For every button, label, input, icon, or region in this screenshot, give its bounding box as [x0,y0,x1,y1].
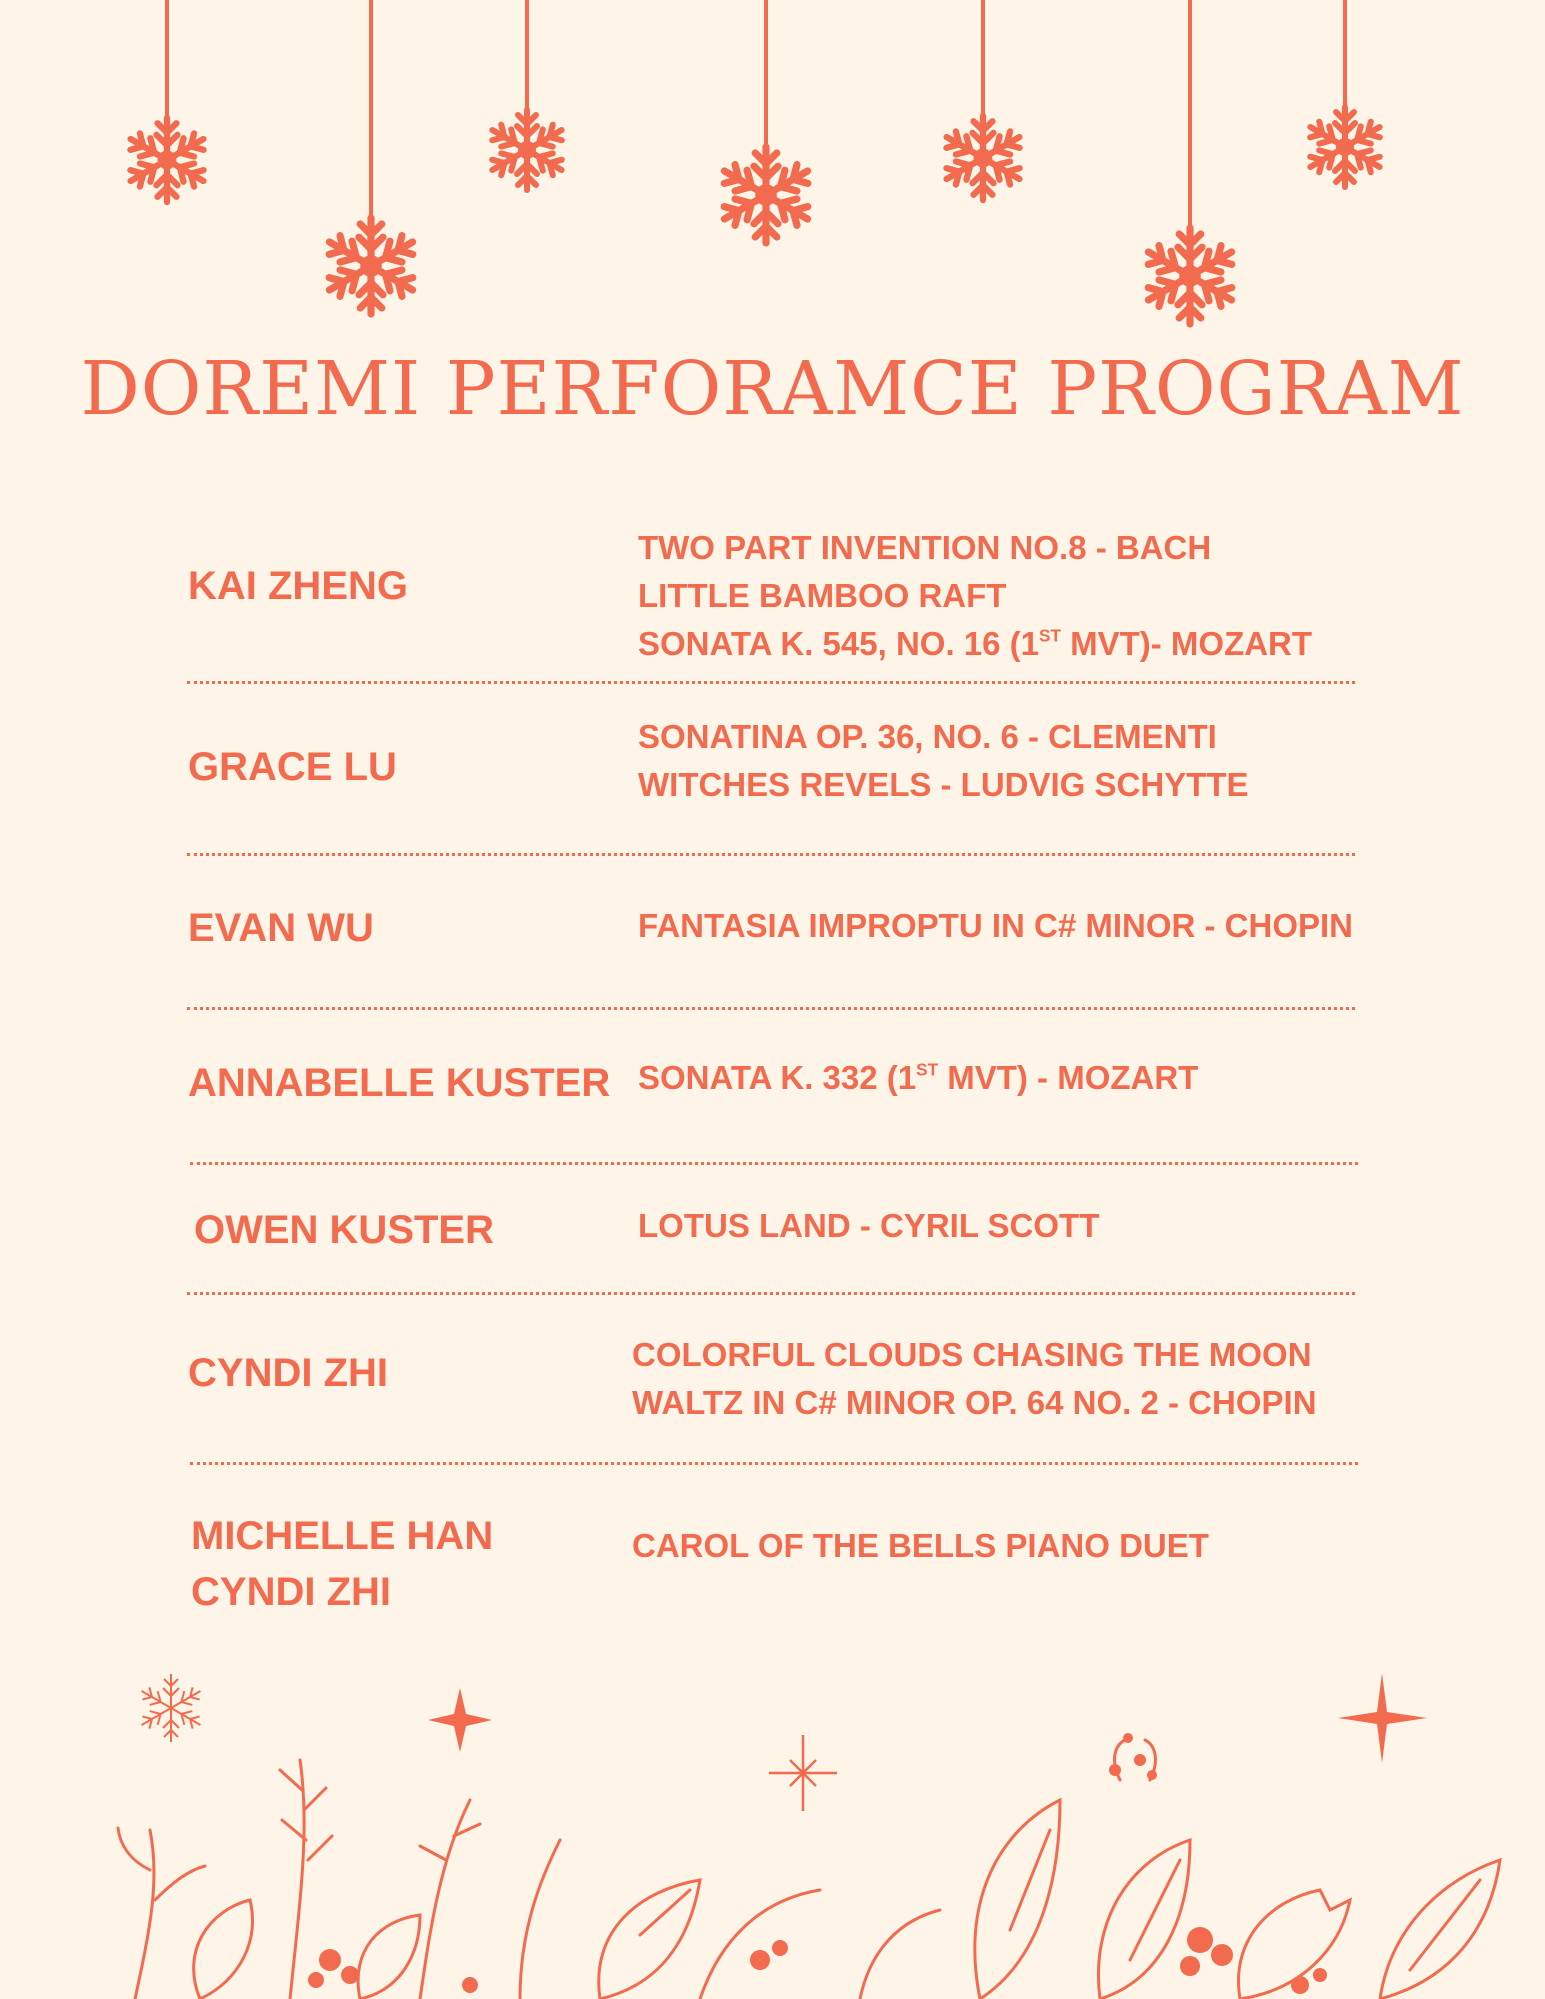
piece-list [632,1331,1317,1427]
sparkle-icon [428,1688,492,1752]
piece-title: WALTZ IN C# MINOR OP. 64 NO. 2 - CHOPIN [632,1384,1317,1421]
piece-list [638,713,1249,809]
piece-title: FANTASIA IMPROPTU IN C# MINOR - CHOPIN [638,907,1354,944]
piece-list [632,1522,1209,1570]
piece-title: WITCHES REVELS - LUDVIG SCHYTTE [638,766,1249,803]
piece-list [638,524,1312,668]
performer-name: OWEN KUSTER [194,1208,494,1252]
piece-title: SONATA K. 545, NO. 16 (1ST MVT)- MOZART [638,625,1313,662]
outline-snowflake-icon [138,1674,205,1742]
piece-list [638,1202,1099,1250]
dotted-divider [190,1162,1358,1165]
performer-name: ANNABELLE KUSTER [188,1061,611,1105]
snowflake-icon [487,110,566,190]
snowflake-icon [323,218,418,314]
piece-title: SONATA K. 332 (1ST MVT) - MOZART [638,1059,1199,1096]
snowflake-icon [941,116,1024,200]
page-title: DOREMI PERFORAMCE PROGRAM [80,346,1465,432]
dotted-divider [190,1462,1358,1465]
piece-title: LITTLE BAMBOO RAFT [638,577,1007,614]
piece-list [638,902,1353,950]
piece-title: LOTUS LAND - CYRIL SCOTT [638,1207,1100,1244]
snowflake-icon [718,147,813,243]
snowflake-icon [1305,107,1384,187]
performer-name: GRACE LU [188,745,397,789]
piece-title: COLORFUL CLOUDS CHASING THE MOON [632,1336,1312,1373]
sparkle-icon [1338,1673,1427,1763]
piece-title: TWO PART INVENTION NO.8 - BACH [638,529,1212,566]
performer-name: MICHELLE HAN CYNDI ZHI [191,1514,494,1614]
sparkle-icon [769,1735,837,1811]
dotted-divider [187,1292,1355,1295]
dotted-divider [187,853,1355,856]
dotted-divider [187,1007,1355,1010]
piece-list [638,1054,1198,1102]
performer-name: EVAN WU [188,906,374,950]
performer-name: CYNDI ZHI [188,1351,388,1395]
dotted-divider [187,681,1355,684]
piece-title: SONATINA OP. 36, NO. 6 - CLEMENTI [638,718,1217,755]
hanging-snowflakes [0,0,1545,340]
performer-name: KAI ZHENG [188,564,408,608]
piece-title: CAROL OF THE BELLS PIANO DUET [632,1527,1209,1564]
snowflake-icon [125,118,208,202]
snowflake-icon [1142,228,1237,324]
